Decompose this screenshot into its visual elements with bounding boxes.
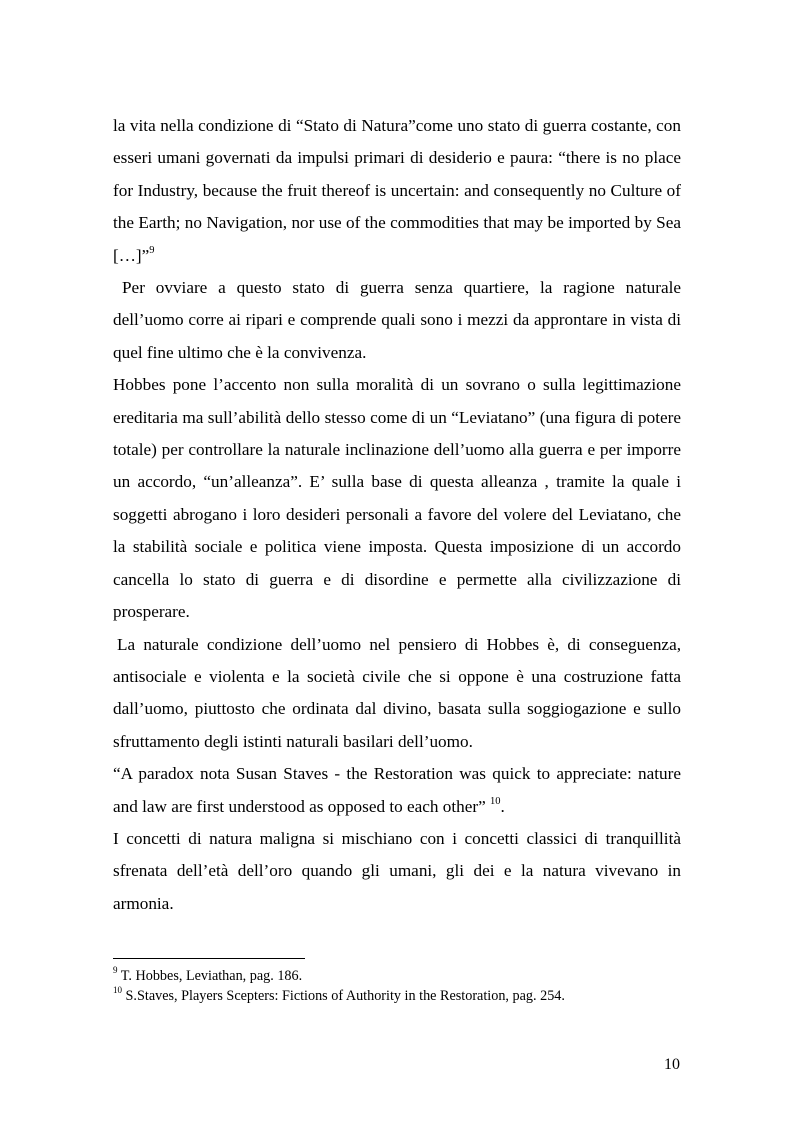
body-text [113,110,681,920]
footnote-number: 10 [113,985,122,996]
paragraph [113,629,681,759]
paragraph-text: La naturale condizione dell’uomo nel pensiero di Hobbes è, di conseguenza, antisociale e violenta e la società civile che si oppone è una costruzione fatta dall’uomo, piuttosto che ordinata dal divino, basata sulla soggiogazione e sullo sfruttamento degli istinti naturali basilari dell’uomo. [113,634,681,751]
footnotes [113,966,681,1006]
paragraph-text: I concetti di natura maligna si mischiano con i concetti classici di tranquillità sfrenata dell’età dell’oro quando gli umani, gli dei e la natura vivevano in armonia. [113,828,681,913]
footnote-text: T. Hobbes, Leviathan, pag. 186. [120,968,303,984]
paragraph-text: Hobbes pone l’accento non sulla moralità di un sovrano o sulla legittimazione ereditaria ma sull’abilità dello stesso come di un “Leviatano” (una figura di potere totale) per controllare la naturale inclinazione dell’uomo alla guerra e per imporre un accordo, “un’alleanza”. E’ sulla base di questa alleanza , tramite la quale i soggetti abrogano i loro desideri personali a favore del volere del Leviatano, che la stabilità sociale e politica viene imposta. Questa imposizione di un accordo cancella lo stato di guerra e di disordine e permette alla civilizzazione di prosperare. [113,375,681,622]
paragraph [113,272,681,369]
page-number: 10 [664,1056,680,1073]
paragraph-text: Per ovviare a questo stato di guerra senza quartiere, la ragione naturale dell’uomo corre ai ripari e comprende quali sono i mezzi da approntare in vista di quel fine ultimo che è la convivenza. [113,278,681,362]
footnote-number: 9 [113,965,118,976]
footnote-ref: 9 [149,244,155,256]
paragraph [113,758,681,823]
footnote-divider [113,958,305,959]
footnote [113,986,681,1006]
footnote-ref: 10 [490,795,501,807]
paragraph-text: la vita nella condizione di “Stato di Natura”come uno stato di guerra costante, con esseri umani governati da impulsi primari di desiderio e paura: “there is no place for Industry, because the fruit thereof is uncertain: and consequently no Culture of the Earth; no Navigation, nor use of the commodities that may be imported by Sea […]” [113,116,681,265]
footnote [113,966,681,986]
footnote-text: S.Staves, Players Scepters: Fictions of Authority in the Restoration, pag. 254. [125,988,565,1004]
paragraph-text: “A paradox nota Susan Staves - the Restoration was quick to appreciate: nature and law are first understood as opposed to each other” [113,764,681,816]
paragraph [113,369,681,628]
paragraph [113,823,681,920]
paragraph [113,110,681,272]
paragraph-trailing: . [500,796,505,816]
